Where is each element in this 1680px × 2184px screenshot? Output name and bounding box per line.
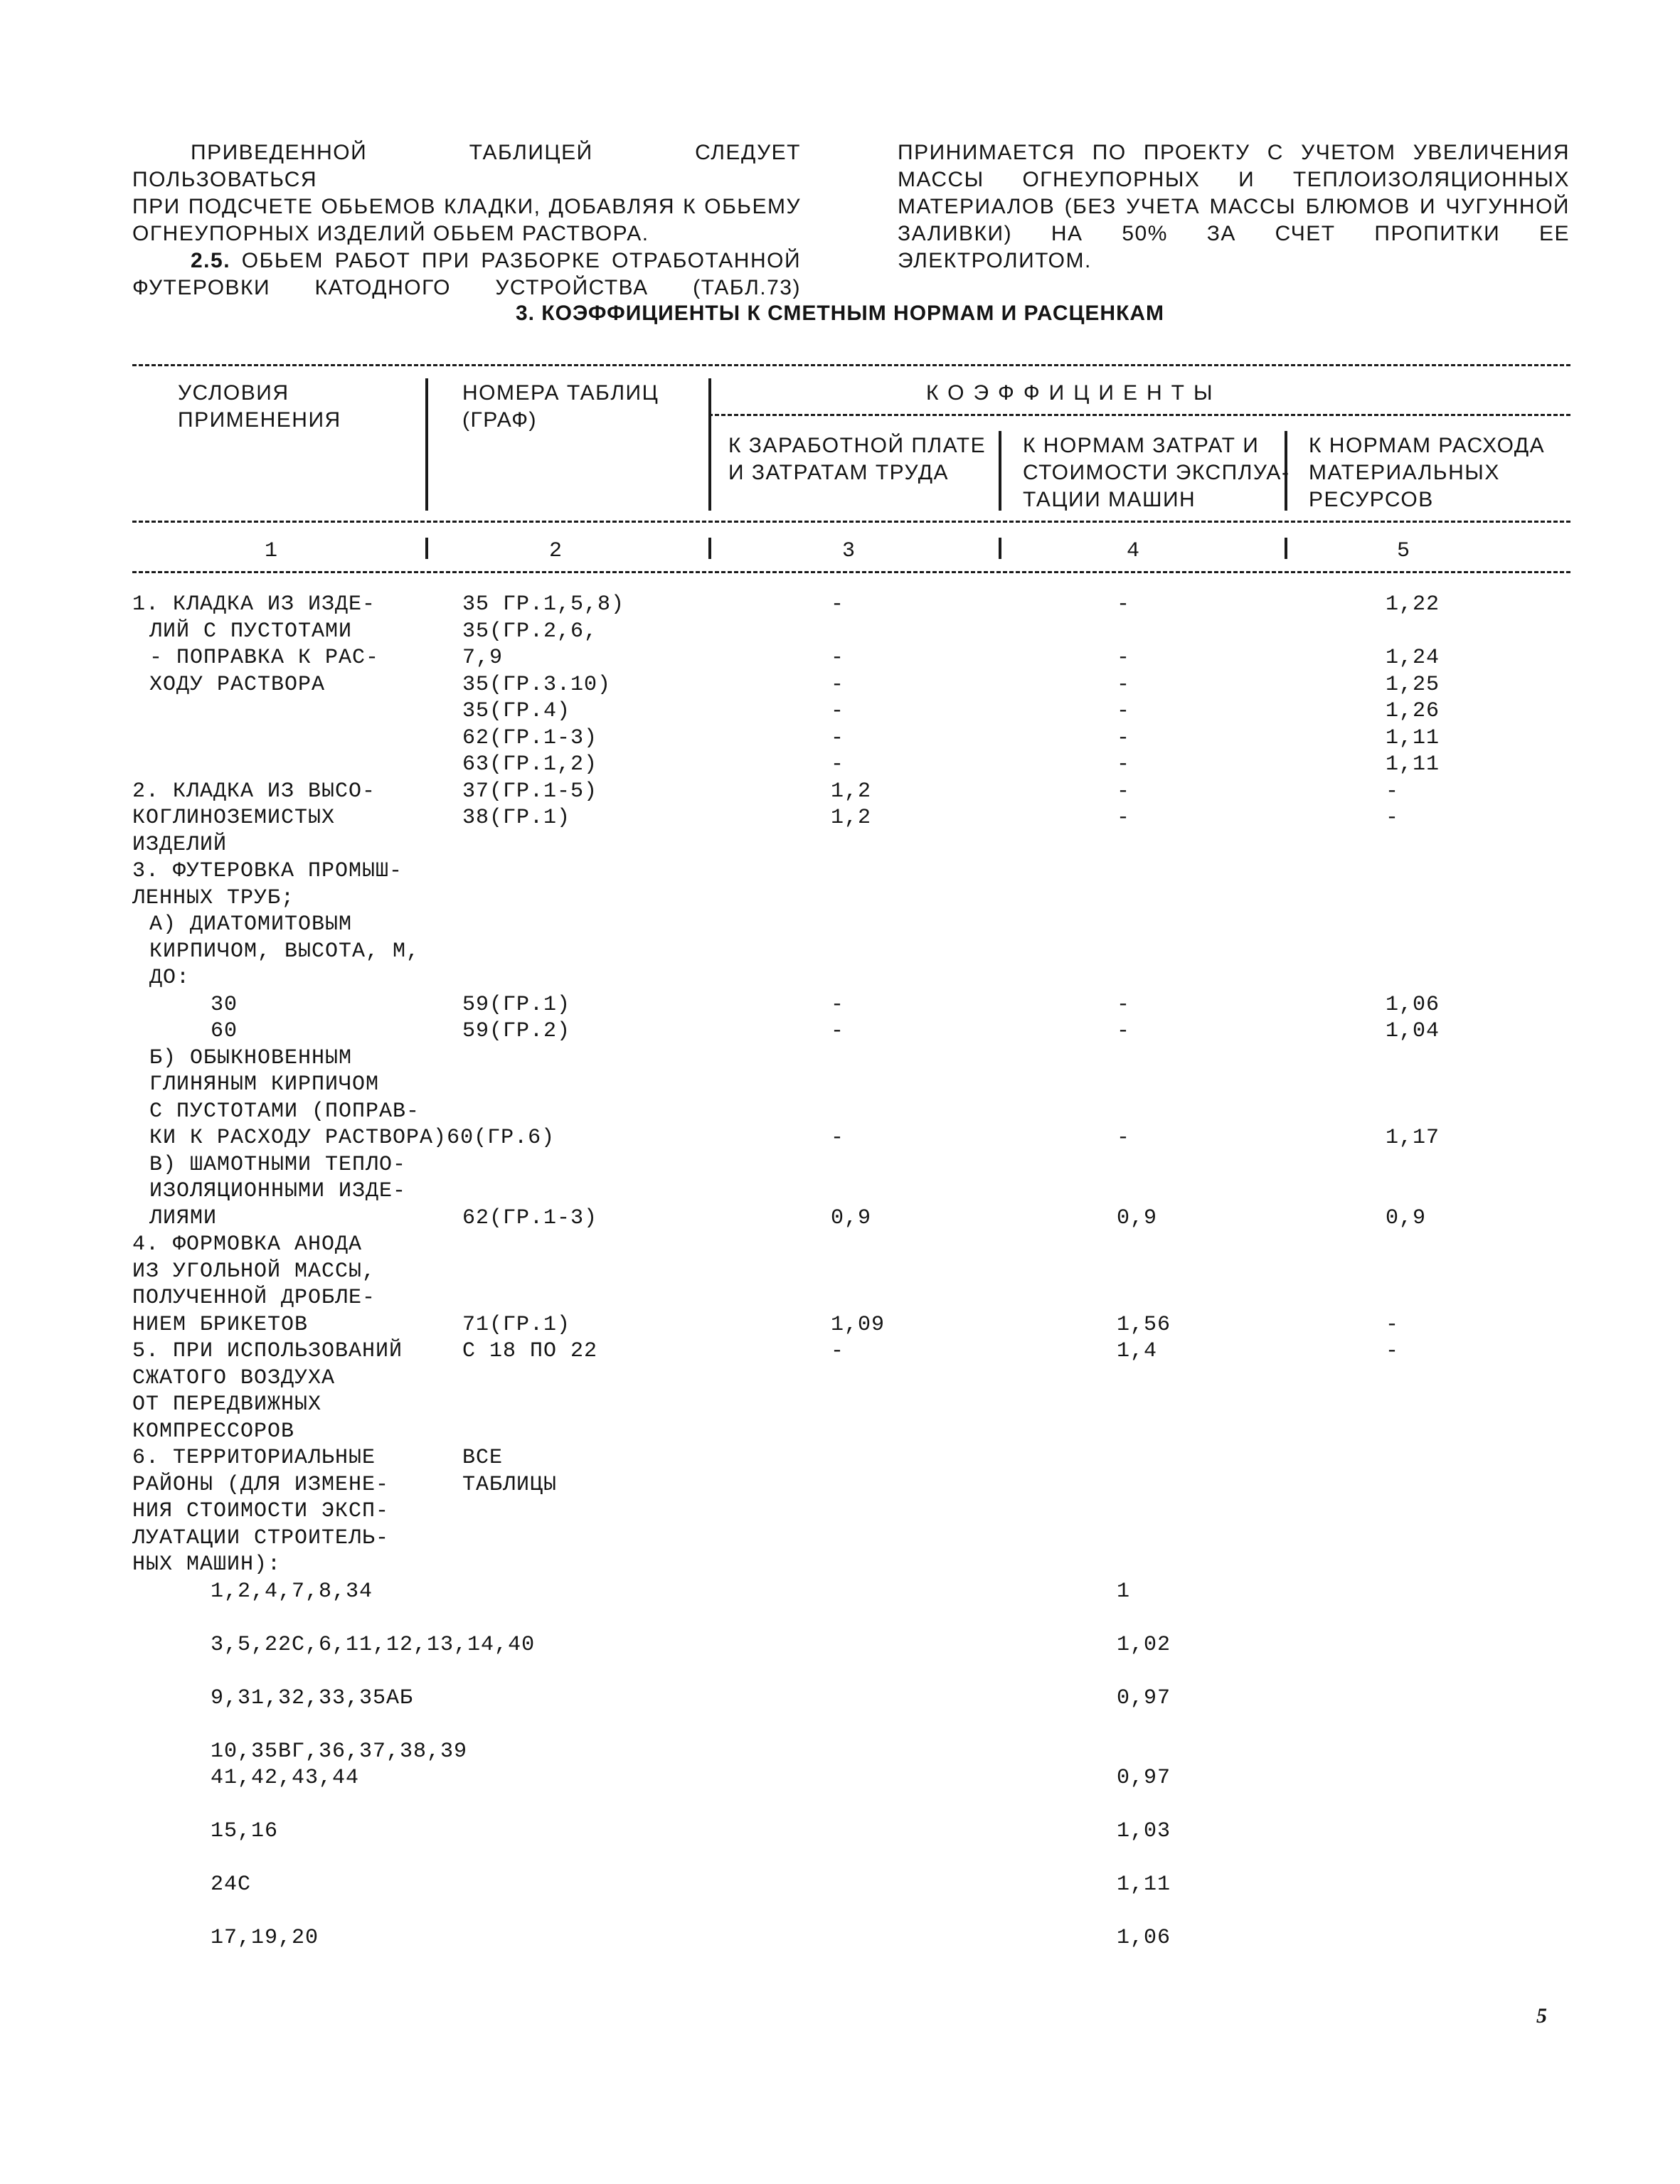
cell-col1: КИ К РАСХОДУ РАСТВОРА)60(ГР.6): [149, 1126, 555, 1150]
cell-col1: В) ШАМОТНЫМИ ТЕПЛО-: [149, 1152, 407, 1177]
header-col4-line: ТАЦИИ МАШИН: [1023, 488, 1196, 511]
cell-col1: ХОДУ РАСТВОРА: [149, 672, 326, 697]
section-title: 3. КОЭФФИЦИЕНТЫ К СМЕТНЫМ НОРМАМ И РАСЦЕНКАМ: [515, 302, 1165, 325]
cell-col4: 0,97: [1117, 1685, 1171, 1710]
intro-right-line: ЭЛЕКТРОЛИТОМ.: [898, 249, 1092, 272]
header-col4: [1023, 432, 1290, 513]
cell-col1: 4. ФОРМОВКА АНОДА: [132, 1232, 363, 1257]
cell-col1: ОТ ПЕРЕДВИЖНЫХ: [132, 1392, 322, 1417]
cell-col5: -: [1386, 806, 1400, 830]
table-row: [132, 1498, 1570, 1525]
cell-col2: 62(ГР.1-3): [462, 725, 598, 750]
cell-col1: - ПОПРАВКА К РАС-: [149, 646, 380, 670]
intro-right-line: ПРИНИМАЕТСЯ ПО ПРОЕКТУ С УЧЕТОМ УВЕЛИЧЕНИЯ: [898, 141, 1570, 164]
cell-col2: 63(ГР.1,2): [462, 752, 598, 777]
cell-col1: 2. КЛАДКА ИЗ ВЫСО-: [132, 779, 376, 804]
table-row: [132, 1925, 1570, 1952]
cell-col4: 1,11: [1117, 1873, 1171, 1897]
table-row: [132, 619, 1570, 646]
cell-col3: -: [831, 646, 845, 670]
number-divider: [999, 538, 1001, 559]
cell-col3: -: [831, 725, 845, 750]
table-row: [132, 1072, 1570, 1099]
cell-col5: 1,17: [1386, 1126, 1440, 1150]
table-row: [132, 1445, 1570, 1472]
header-col3: [728, 432, 986, 486]
table-row: [132, 1232, 1570, 1259]
cell-col3: -: [831, 1126, 845, 1150]
table-row: [132, 1099, 1570, 1126]
cell-col3: -: [831, 1019, 845, 1043]
header-col2-line: НОМЕРА ТАБЛИЦ: [462, 381, 659, 405]
cell-col4: 0,97: [1117, 1766, 1171, 1790]
cell-col1: ДО:: [149, 966, 191, 990]
intro-right-column: [898, 139, 1570, 275]
cell-col2: 35 ГР.1,5,8): [462, 592, 625, 617]
table-row: [132, 1178, 1570, 1205]
cell-col2: 35(ГР.2,6,: [462, 619, 598, 644]
table-body: [132, 592, 1570, 1952]
cell-col5: 1,11: [1386, 725, 1440, 750]
table-row: [132, 1338, 1570, 1365]
cell-col1: 5. ПРИ ИСПОЛЬЗОВАНИЙ: [132, 1339, 403, 1363]
cell-col1: С ПУСТОТАМИ (ПОПРАВ-: [149, 1099, 420, 1124]
table-row: [132, 1365, 1570, 1392]
cell-col2: ВСЕ: [462, 1446, 504, 1470]
column-number: 3: [842, 539, 856, 563]
cell-col1: 1,2,4,7,8,34: [211, 1579, 373, 1604]
cell-col1: ЛЕННЫХ ТРУБ;: [132, 885, 295, 910]
table-row: [132, 1818, 1570, 1872]
cell-col1: 10,35ВГ,36,37,38,39: [211, 1739, 468, 1764]
table-row: [132, 1579, 1570, 1632]
table-row: [132, 858, 1570, 885]
table-row: [132, 1285, 1570, 1312]
table-row: [132, 1552, 1570, 1579]
cell-col2: С 18 ПО 22: [462, 1339, 598, 1363]
cell-col1: КОГЛИНОЗЕМИСТЫХ: [132, 806, 336, 830]
cell-col1: НЫХ МАШИН):: [132, 1552, 282, 1577]
cell-col1: СЖАТОГО ВОЗДУХА: [132, 1365, 336, 1390]
cell-col3: -: [831, 1339, 845, 1363]
cell-col5: -: [1386, 1312, 1400, 1337]
table-row: [132, 965, 1570, 992]
cell-col1: 60: [211, 1019, 238, 1043]
cell-col4: 1,02: [1117, 1632, 1171, 1657]
intro-right-line: МАТЕРИАЛОВ (БЕЗ УЧЕТА МАССЫ БЛЮМОВ И ЧУГУННОЙ: [898, 195, 1570, 218]
header-col1-line: УСЛОВИЯ: [178, 381, 289, 405]
cell-col1: А) ДИАТОМИТОВЫМ: [149, 912, 353, 937]
cell-col4: -: [1117, 992, 1131, 1017]
table-row: [132, 885, 1570, 912]
table-row: [132, 1419, 1570, 1446]
column-number: 5: [1397, 539, 1410, 563]
cell-col1: ГЛИНЯНЫМ КИРПИЧОМ: [149, 1072, 380, 1097]
cell-col2: 71(ГР.1): [462, 1312, 571, 1337]
cell-col4: 1,56: [1117, 1312, 1171, 1337]
cell-col1: ПОЛУЧЕННОЙ ДРОБЛЕ-: [132, 1286, 376, 1310]
table-row: [132, 805, 1570, 832]
table-row: [132, 1125, 1570, 1152]
cell-col4: -: [1117, 1126, 1131, 1150]
cell-col1: 3,5,22С,6,11,12,13,14,40: [211, 1632, 536, 1657]
table-row: [132, 1685, 1570, 1739]
cell-col5: 1,11: [1386, 752, 1440, 777]
header-col5-line: РЕСУРСОВ: [1309, 488, 1434, 511]
header-col3-line: И ЗАТРАТАМ ТРУДА: [728, 461, 950, 484]
cell-col4: 1,06: [1117, 1926, 1171, 1950]
group-sub-rule: [708, 414, 1570, 416]
cell-col5: 1,04: [1386, 1019, 1440, 1043]
number-divider: [708, 538, 711, 559]
intro-left-line: ПРИВЕДЕННОЙ ТАБЛИЦЕЙ СЛЕДУЕТ ПОЛЬЗОВАТЬСЯ: [132, 141, 801, 191]
table-row: [132, 1259, 1570, 1286]
cell-col3: -: [831, 592, 845, 617]
header-col4-line: СТОИМОСТИ ЭКСПЛУА-: [1023, 461, 1290, 484]
cell-col5: 1,24: [1386, 646, 1440, 670]
intro-right-line: МАССЫ ОГНЕУПОРНЫХ И ТЕПЛОИЗОЛЯЦИОННЫХ: [898, 168, 1570, 191]
column-number: 1: [265, 539, 278, 563]
table-row: [132, 725, 1570, 752]
table-row: [132, 1152, 1570, 1179]
header-divider: [999, 431, 1001, 511]
table-row: [132, 1872, 1570, 1925]
table-row: [132, 1018, 1570, 1045]
table-row: [132, 1392, 1570, 1419]
cell-col1: ЛУАТАЦИИ СТРОИТЕЛЬ-: [132, 1525, 390, 1550]
cell-col1: КОМПРЕССОРОВ: [132, 1419, 295, 1444]
cell-col2: ТАБЛИЦЫ: [462, 1472, 558, 1497]
item-number: 2.5.: [191, 249, 231, 272]
table-row: [132, 698, 1570, 725]
cell-col5: 0,9: [1386, 1205, 1427, 1230]
cell-col1: ЛИЙ С ПУСТОТАМИ: [149, 619, 353, 644]
header-col3-line: К ЗАРАБОТНОЙ ПЛАТЕ: [728, 434, 987, 457]
table-row: [132, 752, 1570, 779]
cell-col1: 1. КЛАДКА ИЗ ИЗДЕ-: [132, 592, 376, 617]
cell-col4: -: [1117, 1019, 1131, 1043]
cell-col2: 62(ГР.1-3): [462, 1205, 598, 1230]
cell-col4: -: [1117, 779, 1131, 804]
cell-col1: РАЙОНЫ (ДЛЯ ИЗМЕНЕ-: [132, 1472, 390, 1497]
header-divider: [708, 378, 711, 511]
header-bottom-rule: [132, 521, 1570, 523]
cell-col4: -: [1117, 725, 1131, 750]
header-col2: [462, 380, 659, 434]
cell-col3: -: [831, 672, 845, 697]
number-divider: [425, 538, 428, 559]
cell-col4: -: [1117, 699, 1131, 723]
cell-col1: 24С: [211, 1873, 252, 1897]
cell-col1: 3. ФУТЕРОВКА ПРОМЫШ-: [132, 859, 403, 883]
cell-col3: 1,2: [831, 806, 872, 830]
column-number: 4: [1127, 539, 1140, 563]
cell-col5: 1,25: [1386, 672, 1440, 697]
header-col5-line: К НОРМАМ РАСХОДА: [1309, 434, 1546, 457]
cell-col1: Б) ОБЫКНОВЕННЫМ: [149, 1045, 353, 1070]
cell-col4: -: [1117, 752, 1131, 777]
intro-left-line: ПРИ ПОДСЧЕТЕ ОБЬЕМОВ КЛАДКИ, ДОБАВЛЯЯ К ОБЬЕМУ: [132, 195, 801, 218]
table-row: [132, 992, 1570, 1019]
number-divider: [1285, 538, 1287, 559]
cell-col1: 9,31,32,33,35АБ: [211, 1685, 414, 1710]
cell-col1: 17,19,20: [211, 1926, 319, 1950]
cell-col5: -: [1386, 779, 1400, 804]
cell-col2: 35(ГР.3.10): [462, 672, 612, 697]
table-row: [132, 939, 1570, 966]
column-number: 2: [549, 539, 563, 563]
cell-col1: КИРПИЧОМ, ВЫСОТА, М,: [149, 939, 420, 964]
cell-col2: 59(ГР.2): [462, 1019, 571, 1043]
table-row: [132, 1312, 1570, 1339]
cell-col2: 59(ГР.1): [462, 992, 571, 1017]
cell-col1: 6. ТЕРРИТОРИАЛЬНЫЕ: [132, 1446, 376, 1470]
table-row: [132, 912, 1570, 939]
cell-col4: 1,03: [1117, 1819, 1171, 1843]
header-divider: [425, 378, 428, 511]
cell-col5: 1,26: [1386, 699, 1440, 723]
intro-item-line: 2.5. ОБЬЕМ РАБОТ ПРИ РАЗБОРКЕ ОТРАБОТАННОЙ: [191, 249, 802, 272]
table-row: [132, 1045, 1570, 1072]
cell-col1: 41,42,43,44: [211, 1766, 360, 1790]
cell-col2: 38(ГР.1): [462, 806, 571, 830]
table-row: [132, 592, 1570, 619]
cell-col4: -: [1117, 806, 1131, 830]
header-col5-line: МАТЕРИАЛЬНЫХ: [1309, 461, 1500, 484]
table-row: [132, 1632, 1570, 1685]
cell-col3: 1,2: [831, 779, 872, 804]
table-top-rule: [132, 364, 1570, 366]
header-col5: [1309, 432, 1545, 513]
intro-right-line: ЗАЛИВКИ) НА 50% ЗА СЧЕТ ПРОПИТКИ ЕЕ: [898, 222, 1570, 245]
table-row: [132, 1525, 1570, 1552]
header-col1: [178, 380, 341, 434]
cell-col3: -: [831, 699, 845, 723]
cell-col5: 1,22: [1386, 592, 1440, 617]
cell-col1: 30: [211, 992, 238, 1017]
cell-col2: 7,9: [462, 646, 504, 670]
cell-col1: ИЗ УГОЛЬНОЙ МАССЫ,: [132, 1259, 376, 1284]
cell-col5: 1,06: [1386, 992, 1440, 1017]
table-row: [132, 1739, 1570, 1766]
cell-col1: 15,16: [211, 1819, 279, 1843]
header-col1-line: ПРИМЕНЕНИЯ: [178, 408, 341, 432]
cell-col3: -: [831, 992, 845, 1017]
cell-col4: 1: [1117, 1579, 1131, 1604]
table-row: [132, 779, 1570, 806]
intro-item-line-last: ФУТЕРОВКИ КАТОДНОГО УСТРОЙСТВА (ТАБЛ.73): [132, 276, 801, 299]
cell-col3: -: [831, 752, 845, 777]
header-col2-line: (ГРАФ): [462, 408, 538, 432]
cell-col4: -: [1117, 672, 1131, 697]
table-row: [132, 1765, 1570, 1818]
header-col4-line: К НОРМАМ ЗАТРАТ И: [1023, 434, 1260, 457]
cell-col1: ИЗОЛЯЦИОННЫМИ ИЗДЕ-: [149, 1179, 407, 1203]
table-row: [132, 645, 1570, 672]
cell-col4: -: [1117, 646, 1131, 670]
cell-col1: ИЗДЕЛИЙ: [132, 832, 228, 857]
cell-col1: НИЕМ БРИКЕТОВ: [132, 1312, 309, 1337]
cell-col4: 0,9: [1117, 1205, 1158, 1230]
intro-left-column: [132, 139, 801, 302]
cell-col4: 1,4: [1117, 1339, 1158, 1363]
table-row: [132, 832, 1570, 859]
numbers-bottom-rule: [132, 571, 1570, 573]
cell-col2: 35(ГР.4): [462, 699, 571, 723]
cell-col4: -: [1117, 592, 1131, 617]
cell-col5: -: [1386, 1339, 1400, 1363]
cell-col1: ЛИЯМИ: [149, 1205, 218, 1230]
cell-col1: НИЯ СТОИМОСТИ ЭКСП-: [132, 1499, 390, 1523]
header-group-coefficients: КОЭФФИЦИЕНТЫ: [926, 381, 1222, 405]
table-row: [132, 1205, 1570, 1232]
table-row: [132, 672, 1570, 699]
cell-col3: 0,9: [831, 1205, 872, 1230]
cell-col2: 37(ГР.1-5): [462, 779, 598, 804]
page-number: 5: [1536, 2004, 1547, 2028]
table-row: [132, 1472, 1570, 1499]
intro-left-line: ОГНЕУПОРНЫХ ИЗДЕЛИЙ ОБЬЕМ РАСТВОРА.: [132, 222, 649, 245]
cell-col3: 1,09: [831, 1312, 886, 1337]
